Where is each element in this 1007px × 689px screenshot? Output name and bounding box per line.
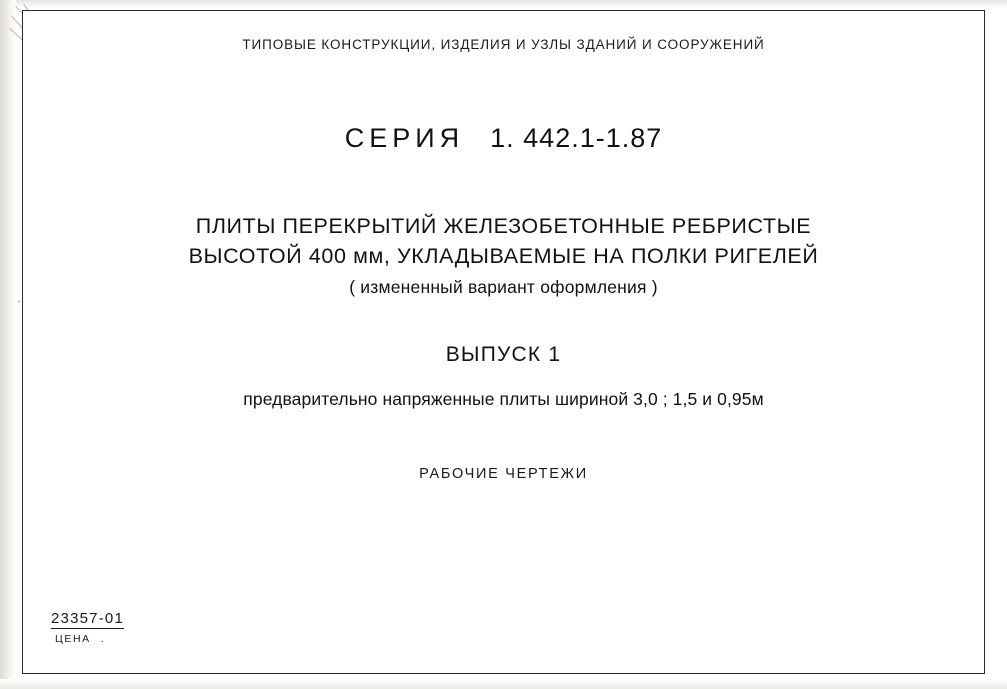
document-border	[22, 10, 985, 674]
series-number: 1. 442.1-1.87	[490, 123, 663, 153]
scan-edge-top	[0, 0, 1007, 8]
issue-description: предварительно напряженные плиты шириной 3,0 ; 1,5 и 0,95м	[243, 389, 764, 409]
title-line-1: ПЛИТЫ ПЕРЕКРЫТИЙ ЖЕЛЕЗОБЕТОННЫЕ РЕБРИСТЫЕ	[195, 214, 812, 238]
document-stamp	[51, 610, 124, 645]
stamp-price-row	[55, 633, 124, 645]
document-header-text: ТИПОВЫЕ КОНСТРУКЦИИ, ИЗДЕЛИЯ И УЗЛЫ ЗДАНИЙ И СООРУЖЕНИЙ	[242, 37, 765, 52]
scan-edge-left	[0, 0, 16, 689]
scan-edge-bottom	[0, 679, 1007, 689]
stamp-price-mark: .	[100, 633, 106, 645]
stamp-code: 23357-01	[51, 610, 124, 627]
stamp-price-label: ЦЕНА	[55, 633, 91, 645]
issue-title: ВЫПУСК 1	[445, 343, 562, 366]
title-line-2: ВЫСОТОЙ 400 мм, УКЛАДЫВАЕМЫЕ НА ПОЛКИ РИГЕЛЕЙ	[188, 244, 819, 268]
paper-speckle	[18, 300, 20, 303]
issue-block	[23, 343, 984, 410]
document-title-block	[23, 211, 984, 298]
working-drawings-label: РАБОЧИЕ ЧЕРТЕЖИ	[419, 466, 588, 482]
series-label: СЕРИЯ	[344, 123, 465, 153]
title-subtitle: ( измененный вариант оформления )	[349, 277, 658, 297]
series-line	[23, 123, 984, 154]
document-content	[23, 11, 984, 673]
